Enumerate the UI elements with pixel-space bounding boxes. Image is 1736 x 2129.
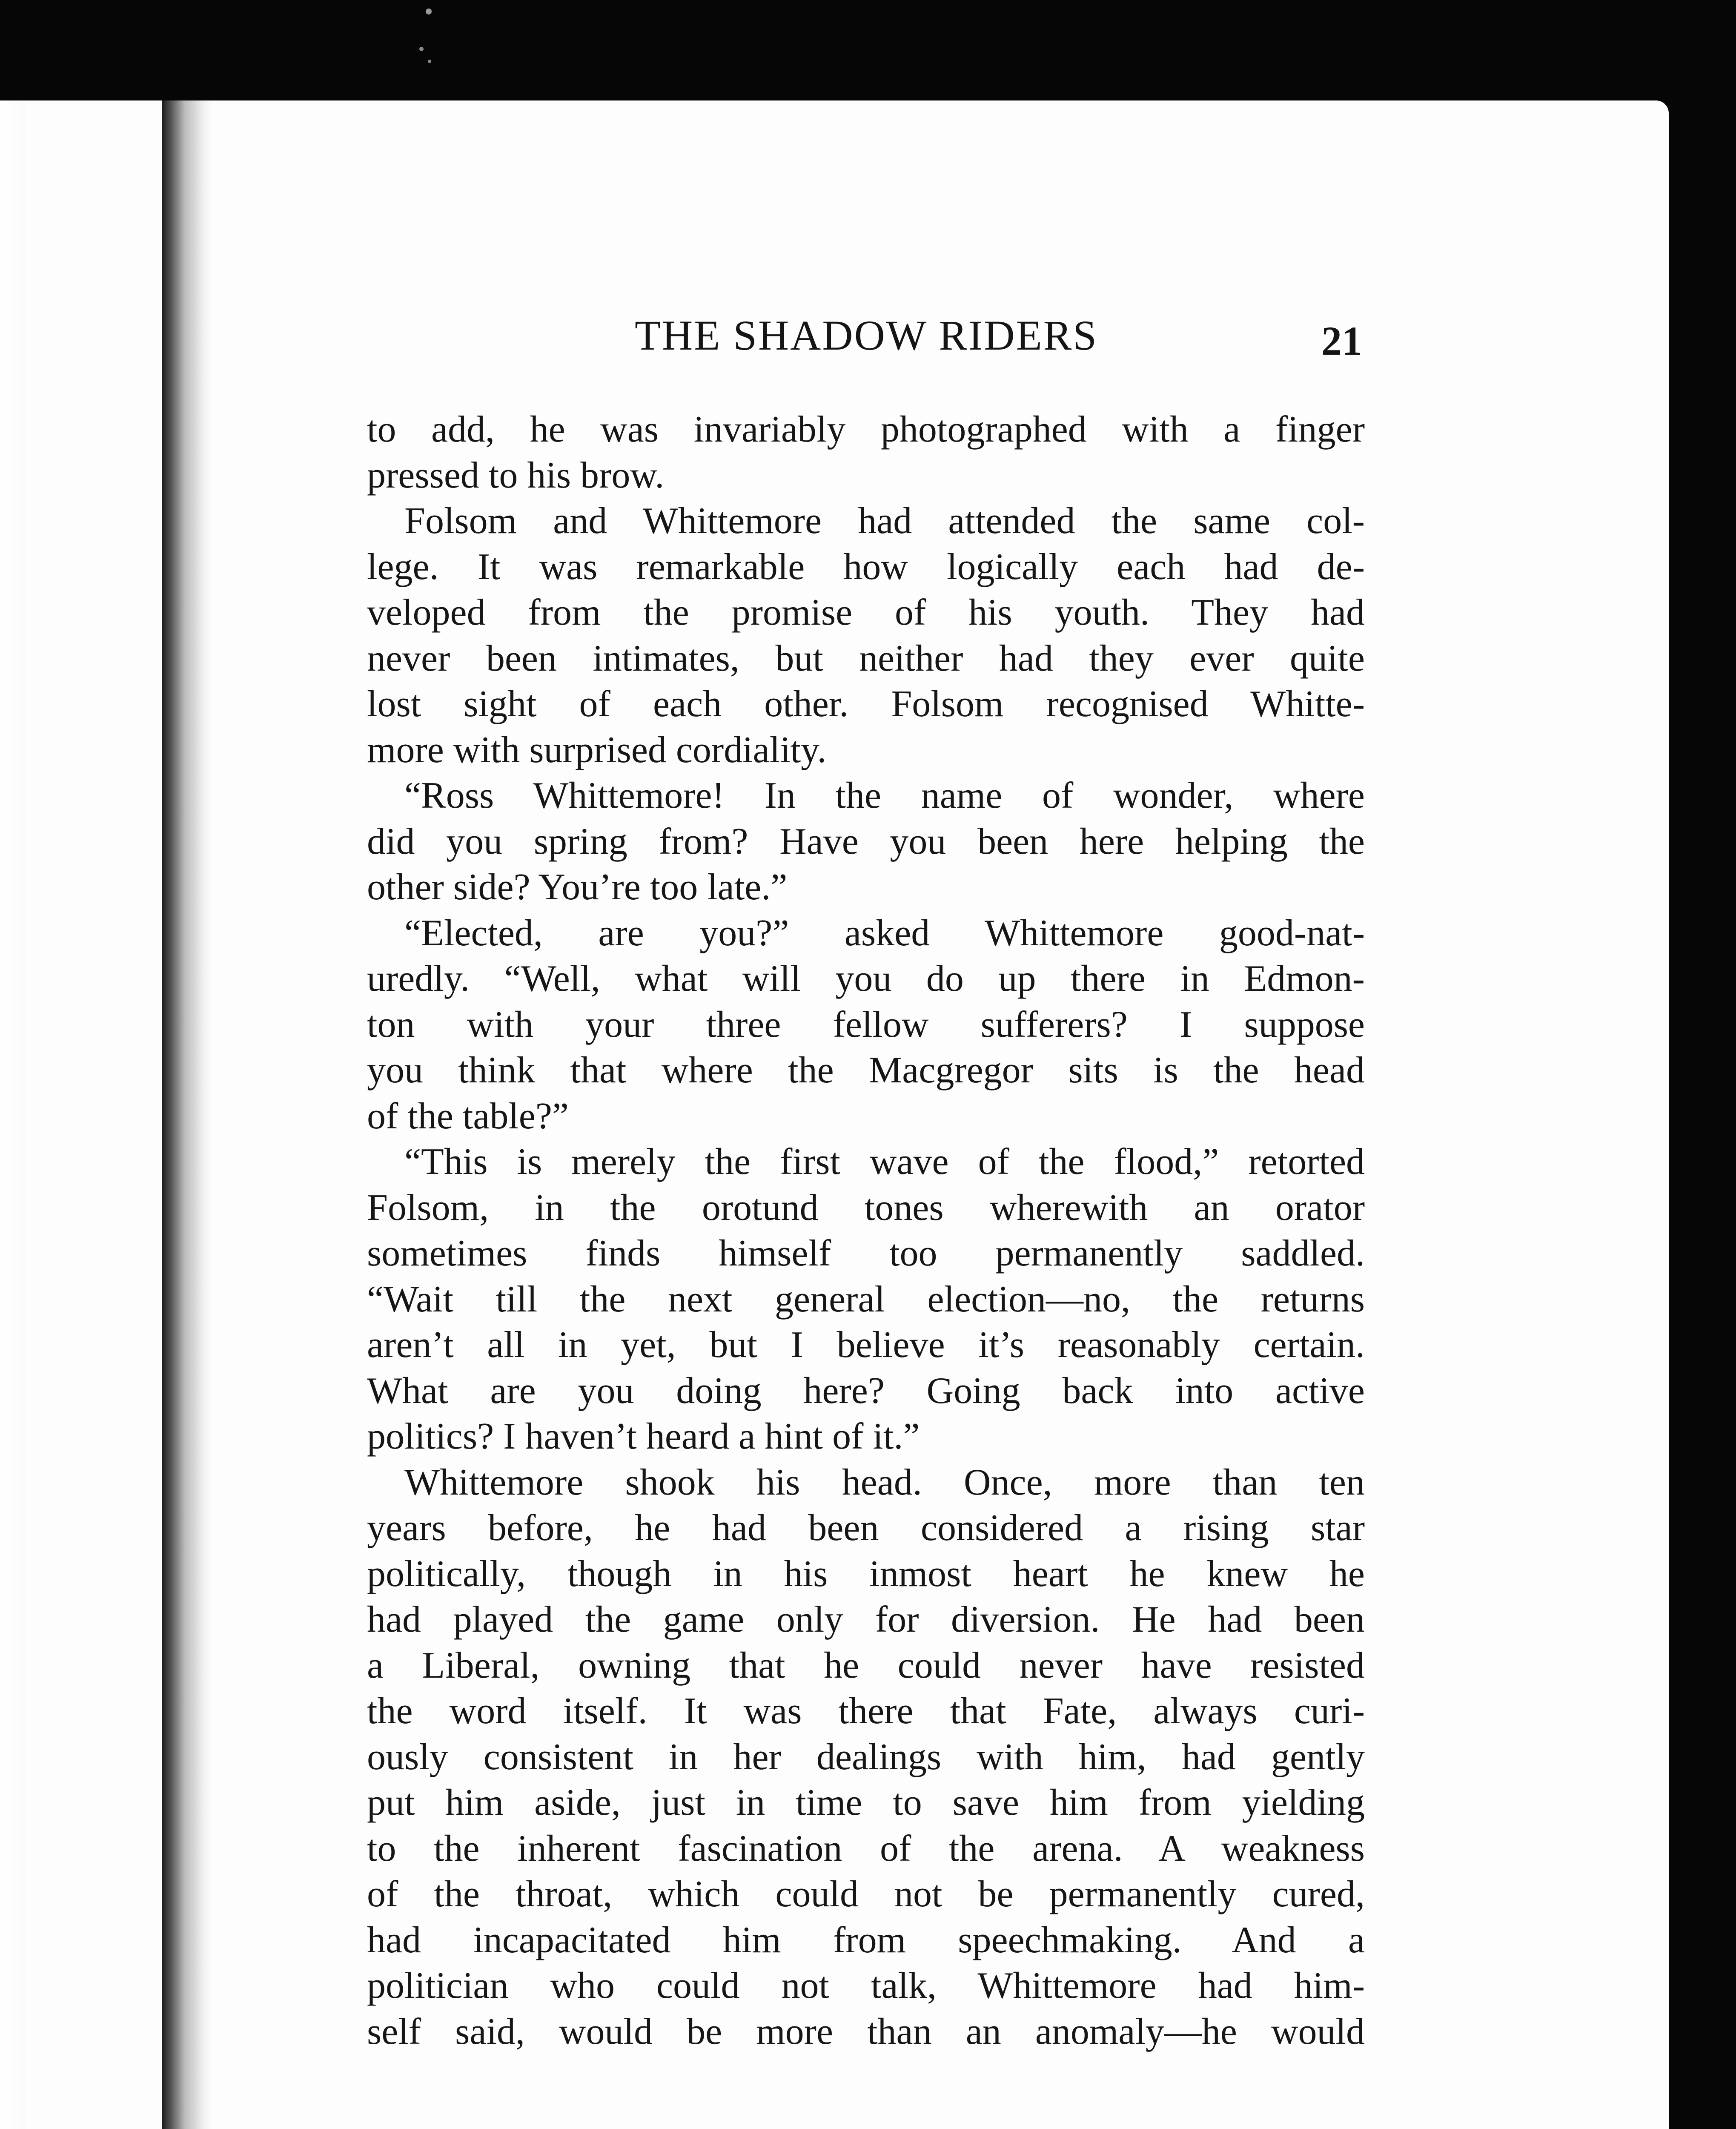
text-line: Folsom, in the orotund tones wherewith an orator xyxy=(367,1187,1365,1228)
text-line: the word itself. It was there that Fate, always curi- xyxy=(367,1690,1365,1732)
text-line: “Ross Whittemore! In the name of wonder, where xyxy=(404,775,1365,816)
text-line: politician who could not talk, Whittemore had him- xyxy=(367,1965,1365,2006)
text-line: you think that where the Macgregor sits is the head xyxy=(367,1050,1365,1091)
text-line: “Elected, are you?” asked Whittemore good-nat- xyxy=(404,912,1365,954)
scan-dust xyxy=(428,60,431,63)
text-line: of the table?” xyxy=(367,1095,569,1137)
text-line: of the throat, which could not be permanently cured, xyxy=(367,1874,1365,1915)
text-line: more with surprised cordiality. xyxy=(367,729,827,771)
text-line: “This is merely the first wave of the flood,” retorted xyxy=(404,1141,1365,1182)
text-line: never been intimates, but neither had they ever quite xyxy=(367,637,1365,679)
text-line: uredly. “Well, what will you do up there in Edmon- xyxy=(367,958,1365,999)
text-line: aren’t all in yet, but I believe it’s reasonably certain. xyxy=(367,1324,1365,1366)
text-line: lost sight of each other. Folsom recognised Whitte- xyxy=(367,683,1365,725)
text-line: What are you doing here? Going back into active xyxy=(367,1370,1365,1412)
text-line: politically, though in his inmost heart he knew he xyxy=(367,1553,1365,1595)
running-head-title: THE SHADOW RIDERS xyxy=(634,312,1098,359)
text-line: self said, would be more than an anomaly—he would xyxy=(367,2011,1365,2052)
scan-dust xyxy=(426,9,432,14)
text-line: “Wait till the next general election—no, the returns xyxy=(367,1278,1365,1320)
text-line: pressed to his brow. xyxy=(367,454,665,496)
text-line: politics? I haven’t heard a hint of it.” xyxy=(367,1416,920,1457)
text-line: had played the game only for diversion. He had been xyxy=(367,1599,1365,1640)
text-line: to the inherent fascination of the arena. A weakness xyxy=(367,1828,1365,1869)
text-line: to add, he was invariably photographed with a finger xyxy=(367,409,1365,450)
text-line: a Liberal, owning that he could never have resisted xyxy=(367,1644,1365,1686)
text-line: lege. It was remarkable how logically each had de- xyxy=(367,546,1365,588)
text-line: put him aside, just in time to save him from yielding xyxy=(367,1782,1365,1823)
text-line: ton with your three fellow sufferers? I suppose xyxy=(367,1004,1365,1045)
page-gutter-shadow xyxy=(162,100,213,2129)
facing-page-edge xyxy=(0,100,26,2129)
text-line: Whittemore shook his head. Once, more than ten xyxy=(404,1461,1365,1503)
scan-dust xyxy=(419,47,424,51)
text-line: other side? You’re too late.” xyxy=(367,867,788,908)
text-line: ously consistent in her dealings with him, had gently xyxy=(367,1736,1365,1778)
body-text xyxy=(367,407,1365,2054)
text-line: years before, he had been considered a rising star xyxy=(367,1507,1365,1549)
text-line: did you spring from? Have you been here helping the xyxy=(367,821,1365,862)
text-line: had incapacitated him from speechmaking. And a xyxy=(367,1919,1365,1961)
page-number: 21 xyxy=(1321,318,1362,364)
text-line: veloped from the promise of his youth. They had xyxy=(367,592,1365,633)
text-line: Folsom and Whittemore had attended the same col- xyxy=(404,500,1365,542)
text-line: sometimes finds himself too permanently saddled. xyxy=(367,1233,1365,1274)
